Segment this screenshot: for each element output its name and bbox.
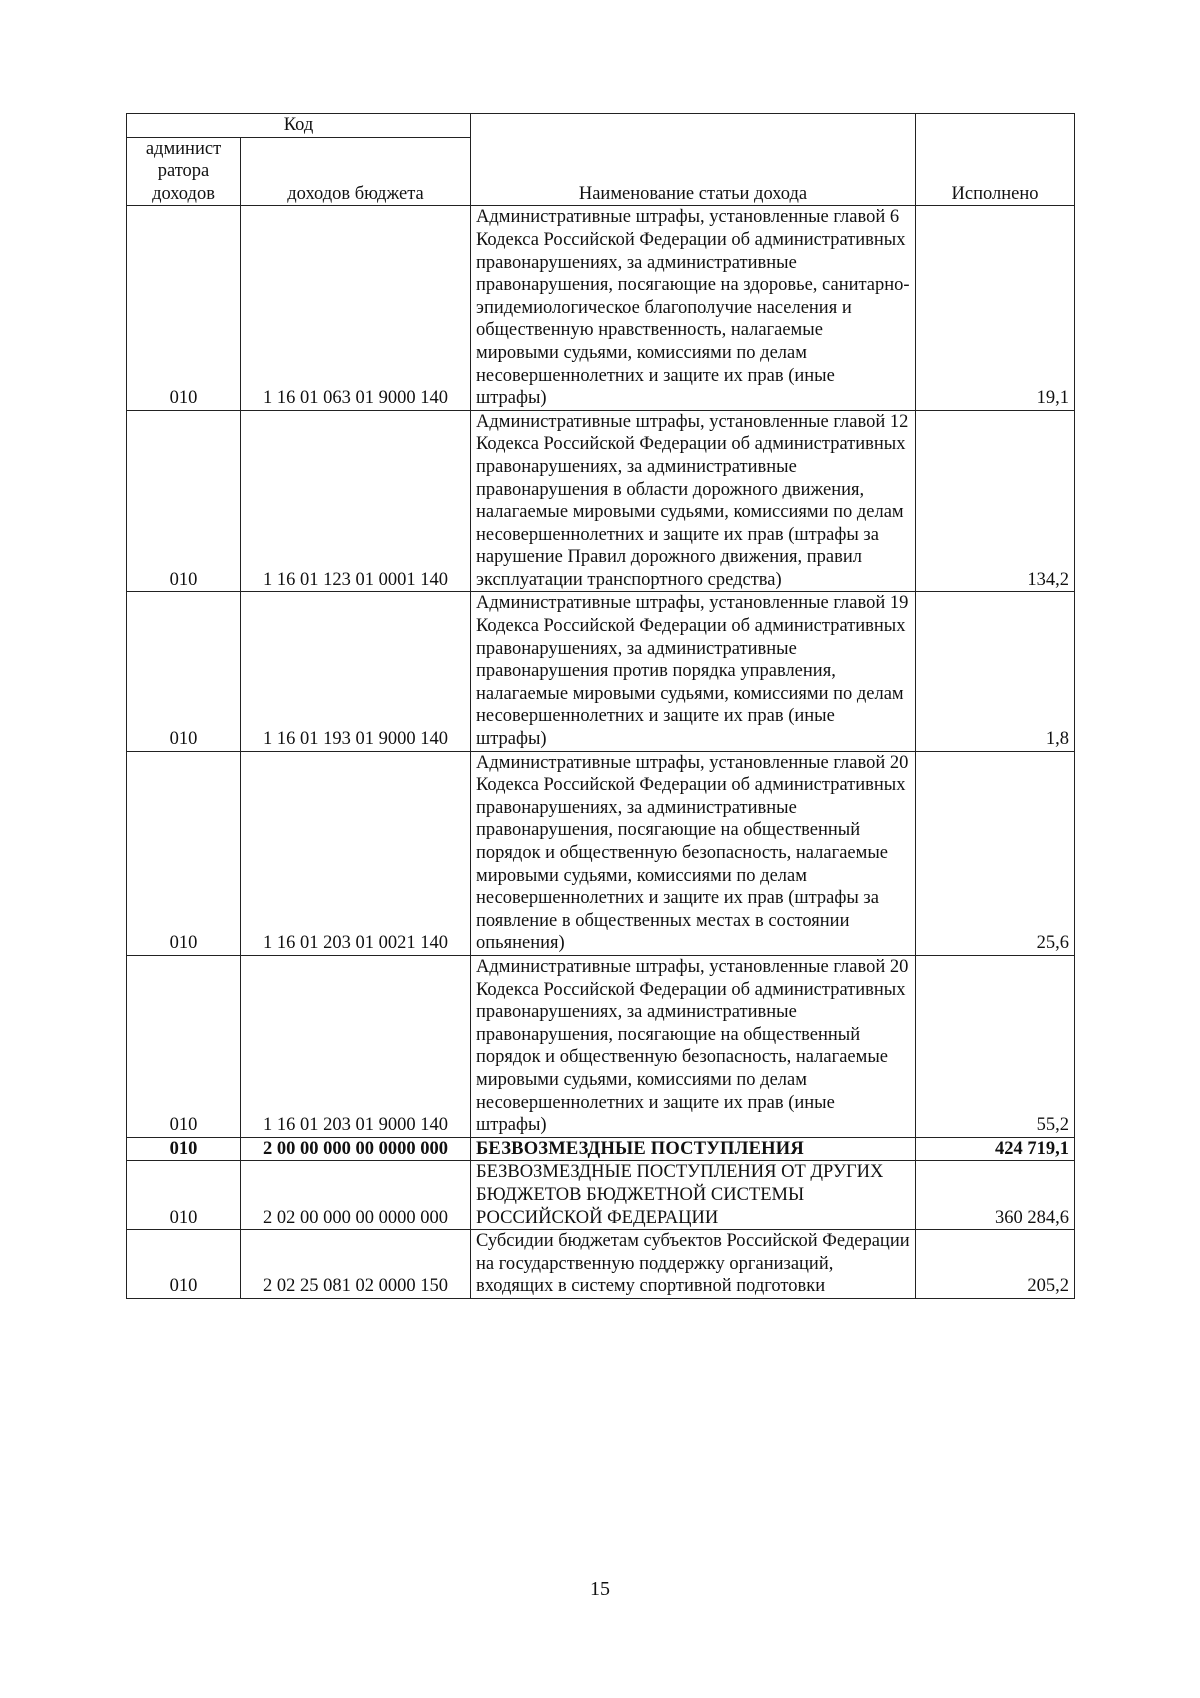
admin-code: 010 xyxy=(127,410,241,592)
admin-code: 010 xyxy=(127,1161,241,1230)
table-row xyxy=(127,592,1075,751)
table-row-total xyxy=(127,1137,1075,1161)
item-name: Административные штрафы, установленные главой 19 Кодекса Российской Федерации об административных правонарушениях, за административные правонарушения против порядка управления, налагаемые мировыми судьями, комиссиями по делам несовершеннолетних и защите их прав (иные штрафы) xyxy=(471,592,916,751)
header-code-group: Код xyxy=(127,114,471,138)
amount-executed: 360 284,6 xyxy=(916,1161,1075,1230)
page-number: 15 xyxy=(590,1578,610,1600)
income-code: 2 02 25 081 02 0000 150 xyxy=(241,1230,471,1299)
amount-executed: 19,1 xyxy=(916,206,1075,410)
item-name: Административные штрафы, установленные главой 20 Кодекса Российской Федерации об административных правонарушениях, за административные правонарушения, посягающие на общественный порядок и общественную безопасность, налагаемые мировыми судьями, комиссиями по делам несовершеннолетних и защите их прав (иные штрафы) xyxy=(471,955,916,1137)
table-row xyxy=(127,955,1075,1137)
admin-code: 010 xyxy=(127,1230,241,1299)
admin-code: 010 xyxy=(127,955,241,1137)
amount-executed: 1,8 xyxy=(916,592,1075,751)
item-name: Административные штрафы, установленные главой 12 Кодекса Российской Федерации об административных правонарушениях, за административные правонарушения в области дорожного движения, налагаемые мировыми судьями, комиссиями по делам несовершеннолетних и защите их прав (штрафы за нарушение Правил дорожного движения, правил эксплуатации транспортного средства) xyxy=(471,410,916,592)
amount-executed: 134,2 xyxy=(916,410,1075,592)
income-code: 2 00 00 000 00 0000 000 xyxy=(241,1137,471,1161)
admin-code: 010 xyxy=(127,751,241,955)
admin-code: 010 xyxy=(127,592,241,751)
income-code: 1 16 01 203 01 0021 140 xyxy=(241,751,471,955)
amount-executed: 205,2 xyxy=(916,1230,1075,1299)
admin-code: 010 xyxy=(127,1137,241,1161)
header-item-name: Наименование статьи дохода xyxy=(471,114,916,206)
table-row xyxy=(127,410,1075,592)
table-row xyxy=(127,1230,1075,1299)
admin-code: 010 xyxy=(127,206,241,410)
income-table xyxy=(126,113,1075,1299)
income-code: 2 02 00 000 00 0000 000 xyxy=(241,1161,471,1230)
income-code: 1 16 01 123 01 0001 140 xyxy=(241,410,471,592)
table-header-row xyxy=(127,114,1075,138)
amount-executed: 55,2 xyxy=(916,955,1075,1137)
amount-executed: 424 719,1 xyxy=(916,1137,1075,1161)
item-name: БЕЗВОЗМЕЗДНЫЕ ПОСТУПЛЕНИЯ ОТ ДРУГИХ БЮДЖЕТОВ БЮДЖЕТНОЙ СИСТЕМЫ РОССИЙСКОЙ ФЕДЕРАЦИИ xyxy=(471,1161,916,1230)
item-name: Административные штрафы, установленные главой 20 Кодекса Российской Федерации об административных правонарушениях, за административные правонарушения, посягающие на общественный порядок и общественную безопасность, налагаемые мировыми судьями, комиссиями по делам несовершеннолетних и защите их прав (штрафы за появление в общественных местах в состоянии опьянения) xyxy=(471,751,916,955)
table-row xyxy=(127,1161,1075,1230)
header-executed: Исполнено xyxy=(916,114,1075,206)
header-income-code: доходов бюджета xyxy=(241,137,471,206)
amount-executed: 25,6 xyxy=(916,751,1075,955)
item-name: Административные штрафы, установленные главой 6 Кодекса Российской Федерации об административных правонарушениях, за административные правонарушения, посягающие на здоровье, санитарно-эпидемиологическое благополучие населения и общественную нравственность, налагаемые мировыми судьями, комиссиями по делам несовершеннолетних и защите их прав (иные штрафы) xyxy=(471,206,916,410)
income-code: 1 16 01 063 01 9000 140 xyxy=(241,206,471,410)
table-row xyxy=(127,206,1075,410)
item-name: Субсидии бюджетам субъектов Российской Федерации на государственную поддержку организаций, входящих в систему спортивной подготовки xyxy=(471,1230,916,1299)
income-code: 1 16 01 193 01 9000 140 xyxy=(241,592,471,751)
header-administrator: админист ратора доходов xyxy=(127,137,241,206)
income-code: 1 16 01 203 01 9000 140 xyxy=(241,955,471,1137)
table-row xyxy=(127,751,1075,955)
item-name: БЕЗВОЗМЕЗДНЫЕ ПОСТУПЛЕНИЯ xyxy=(471,1137,916,1161)
